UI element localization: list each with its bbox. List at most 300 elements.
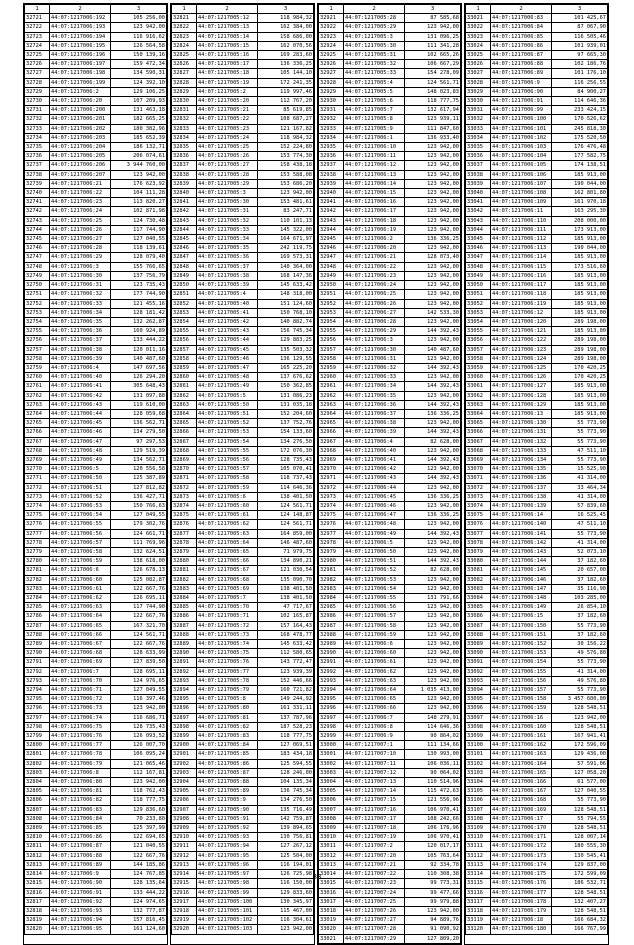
cadastral-value: 120 017,17 xyxy=(405,842,461,851)
row-number: 33102 xyxy=(466,759,491,768)
cadastral-number: 44:07:1217006:201 xyxy=(50,115,111,124)
cadastral-number: 44:07:1217006:152 xyxy=(491,640,552,649)
cadastral-number: 44:07:1217006:75 xyxy=(50,722,111,731)
cadastral-number: 44:07:1217006:63 xyxy=(50,603,111,612)
cadastral-number: 44:07:1217007:20 xyxy=(344,851,405,860)
cadastral-number: 44:07:1217006:149 xyxy=(491,603,552,612)
row-number: 33022 xyxy=(466,23,491,32)
cadastral-number: 44:07:1217006:50 xyxy=(50,474,111,483)
cadastral-value: 145 633,42 xyxy=(258,281,314,290)
cadastral-number: 44:07:1217005:94 xyxy=(197,842,258,851)
row-number: 32864 xyxy=(172,409,197,418)
row-number: 32790 xyxy=(25,649,50,658)
cadastral-value: 185 913,00 xyxy=(552,170,608,179)
cadastral-value: 128 548,51 xyxy=(552,704,608,713)
row-number: 33031 xyxy=(466,106,491,115)
cadastral-number: 44:07:1217006:82 xyxy=(50,796,111,805)
row-number: 32889 xyxy=(172,640,197,649)
cadastral-value: 134 562,71 xyxy=(111,455,167,464)
row-number: 32999 xyxy=(319,732,344,741)
row-number: 33115 xyxy=(466,879,491,888)
cadastral-value: 84 900,27 xyxy=(552,87,608,96)
cadastral-number: 44:07:1217005:4 xyxy=(197,290,258,299)
table-row xyxy=(172,492,314,501)
table-row xyxy=(466,529,608,538)
cadastral-value: 97 665,30 xyxy=(552,51,608,60)
cadastral-number: 44:07:1217006:40 xyxy=(50,373,111,382)
table-row xyxy=(172,649,314,658)
cadastral-number: 44:07:1217006:52 xyxy=(50,492,111,501)
cadastral-number: 44:07:1217006:170 xyxy=(491,824,552,833)
table-row xyxy=(172,722,314,731)
row-number: 32902 xyxy=(172,759,197,768)
row-number: 32758 xyxy=(25,354,50,363)
cadastral-number: 44:07:1217005:103 xyxy=(197,925,258,934)
table-row xyxy=(466,649,608,658)
cadastral-value: 121 030,54 xyxy=(258,566,314,575)
table-row xyxy=(25,511,167,520)
cadastral-number: 44:07:1217006:60 xyxy=(50,575,111,584)
cadastral-value: 102 665,26 xyxy=(405,51,461,60)
cadastral-number: 44:07:1217006:166 xyxy=(491,778,552,787)
cadastral-value: 190 044,00 xyxy=(552,244,608,253)
cadastral-number: 44:07:1217006:36 xyxy=(50,327,111,336)
cadastral-number: 44:07:1217006:5 xyxy=(50,465,111,474)
row-number: 32946 xyxy=(319,244,344,253)
table-row xyxy=(172,768,314,777)
table-row xyxy=(172,897,314,906)
row-number: 32931 xyxy=(319,106,344,115)
table-row xyxy=(25,317,167,326)
cadastral-number: 44:07:1217006:132 xyxy=(491,437,552,446)
cadastral-value: 123 942,00 xyxy=(405,391,461,400)
cadastral-number: 44:07:1217006:198 xyxy=(50,69,111,78)
row-number: 33092 xyxy=(466,667,491,676)
cadastral-value: 106 176,96 xyxy=(405,824,461,833)
table-row xyxy=(319,529,461,538)
row-number: 32723 xyxy=(25,32,50,41)
cadastral-value: 168 478,77 xyxy=(258,630,314,639)
row-number: 33097 xyxy=(466,713,491,722)
table-row xyxy=(466,732,608,741)
cadastral-value: 128 548,51 xyxy=(552,722,608,731)
cadastral-value: 242 119,75 xyxy=(258,244,314,253)
row-number: 33089 xyxy=(466,640,491,649)
cadastral-number: 44:07:1217006:35 xyxy=(50,317,111,326)
row-number: 33043 xyxy=(466,216,491,225)
row-number: 32969 xyxy=(319,455,344,464)
table-row xyxy=(25,547,167,556)
row-number: 32796 xyxy=(25,704,50,713)
cadastral-value: 37 182,60 xyxy=(552,557,608,566)
table-row xyxy=(25,262,167,271)
row-number: 32989 xyxy=(319,640,344,649)
row-number: 33072 xyxy=(466,483,491,492)
row-number: 32905 xyxy=(172,787,197,796)
row-number: 32744 xyxy=(25,225,50,234)
cadastral-number: 44:07:1217006:14 xyxy=(491,511,552,520)
table-row xyxy=(172,419,314,428)
cadastral-number: 44:07:1217006:9 xyxy=(344,732,405,741)
column-header: 3 xyxy=(552,5,608,14)
table-row xyxy=(25,428,167,437)
cadastral-number: 44:07:1217006:157 xyxy=(491,686,552,695)
table-row xyxy=(25,722,167,731)
row-number: 33046 xyxy=(466,244,491,253)
table-row xyxy=(172,888,314,897)
table-row xyxy=(172,382,314,391)
cadastral-number: 44:07:1217006:11 xyxy=(491,207,552,216)
table-row xyxy=(172,916,314,925)
cadastral-number: 44:07:1217006:8 xyxy=(50,768,111,777)
cadastral-value: 150 766,63 xyxy=(111,501,167,510)
table-row xyxy=(172,547,314,556)
row-number: 32930 xyxy=(319,97,344,106)
table-row xyxy=(25,474,167,483)
row-number: 33027 xyxy=(466,69,491,78)
cadastral-number: 44:07:1217006:168 xyxy=(491,796,552,805)
cadastral-number: 44:07:1217006:51 xyxy=(344,557,405,566)
row-number: 32861 xyxy=(172,382,197,391)
row-number: 32773 xyxy=(25,492,50,501)
row-number: 32865 xyxy=(172,419,197,428)
cadastral-number: 44:07:1217006:44 xyxy=(344,483,405,492)
cadastral-value: 123 942,00 xyxy=(405,354,461,363)
table-row xyxy=(25,244,167,253)
row-number: 33059 xyxy=(466,363,491,372)
row-number: 32851 xyxy=(172,290,197,299)
column-header: 2 xyxy=(491,5,552,14)
cadastral-number: 44:07:1217006:114 xyxy=(491,253,552,262)
cadastral-number: 44:07:1217005:86 xyxy=(197,759,258,768)
cadastral-number: 44:07:1217006:77 xyxy=(50,741,111,750)
cadastral-value: 127 839,50 xyxy=(111,658,167,667)
table-row xyxy=(172,32,314,41)
table-row xyxy=(466,14,608,23)
cadastral-number: 44:07:1217005:9 xyxy=(197,796,258,805)
table-row xyxy=(466,612,608,621)
table-row xyxy=(466,713,608,722)
row-number: 32929 xyxy=(319,87,344,96)
cadastral-value: 186 132,71 xyxy=(111,143,167,152)
row-number: 32960 xyxy=(319,373,344,382)
row-number: 32942 xyxy=(319,207,344,216)
table-row xyxy=(319,860,461,869)
cadastral-number: 44:07:1217006:94 xyxy=(50,916,111,925)
table-row xyxy=(25,106,167,115)
cadastral-value: 123 942,00 xyxy=(405,244,461,253)
row-number: 32978 xyxy=(319,538,344,547)
cadastral-number: 44:07:1217006:153 xyxy=(491,649,552,658)
cadastral-value: 101 176,10 xyxy=(552,69,608,78)
table-row xyxy=(25,87,167,96)
table-row xyxy=(466,51,608,60)
table-row xyxy=(172,713,314,722)
row-number: 32766 xyxy=(25,428,50,437)
cadastral-value: 123 942,00 xyxy=(405,152,461,161)
row-number: 32975 xyxy=(319,511,344,520)
table-row xyxy=(25,584,167,593)
row-number: 32997 xyxy=(319,713,344,722)
cadastral-value: 123 942,00 xyxy=(258,189,314,198)
cadastral-number: 44:07:1217006:18 xyxy=(344,216,405,225)
table-row xyxy=(25,612,167,621)
row-number: 32934 xyxy=(319,133,344,142)
column-header: 1 xyxy=(319,5,344,14)
row-number: 33104 xyxy=(466,778,491,787)
cadastral-value: 187 528,23 xyxy=(258,722,314,731)
table-row xyxy=(319,14,461,23)
row-number: 32747 xyxy=(25,253,50,262)
cadastral-value: 123 942,00 xyxy=(405,225,461,234)
row-number: 32956 xyxy=(319,336,344,345)
table-row xyxy=(25,529,167,538)
row-number: 32772 xyxy=(25,483,50,492)
cadastral-value: 124 561,71 xyxy=(405,78,461,87)
cadastral-number: 44:07:1217005:62 xyxy=(197,520,258,529)
row-number: 33002 xyxy=(319,759,344,768)
cadastral-number: 44:07:1217006:116 xyxy=(491,271,552,280)
row-number: 33034 xyxy=(466,133,491,142)
cadastral-number: 44:07:1217005:20 xyxy=(197,97,258,106)
table-row xyxy=(319,262,461,271)
table-row xyxy=(172,354,314,363)
table-row xyxy=(25,649,167,658)
cadastral-value: 123 942,00 xyxy=(405,216,461,225)
row-number: 32887 xyxy=(172,621,197,630)
table-row xyxy=(319,446,461,455)
cadastral-value: 128 007,14 xyxy=(552,833,608,842)
cadastral-number: 44:07:1217005:93 xyxy=(197,833,258,842)
cadastral-value: 123 942,00 xyxy=(405,547,461,556)
cadastral-number: 44:07:1217006:204 xyxy=(50,143,111,152)
cadastral-value: 55 773,90 xyxy=(552,658,608,667)
cadastral-number: 44:07:1217005:33 xyxy=(197,225,258,234)
row-number: 32847 xyxy=(172,253,197,262)
cadastral-value: 177 582,75 xyxy=(552,152,608,161)
cadastral-value: 144 392,43 xyxy=(405,557,461,566)
table-row xyxy=(25,198,167,207)
cadastral-number: 44:07:1217006:43 xyxy=(50,400,111,409)
table-row xyxy=(319,345,461,354)
cadastral-number: 44:07:1217006:151 xyxy=(491,630,552,639)
cadastral-number: 44:07:1217005:21 xyxy=(197,106,258,115)
cadastral-number: 44:07:1217006:54 xyxy=(344,584,405,593)
row-number: 33055 xyxy=(466,327,491,336)
cadastral-value: 123 942,00 xyxy=(405,179,461,188)
cadastral-number: 44:07:1217006:59 xyxy=(50,557,111,566)
cadastral-value: 136 933,40 xyxy=(405,133,461,142)
row-number: 32800 xyxy=(25,741,50,750)
cadastral-number: 44:07:1217005:14 xyxy=(197,32,258,41)
cadastral-value: 128 548,51 xyxy=(552,888,608,897)
cadastral-number: 44:07:1217006:2 xyxy=(344,235,405,244)
cadastral-value: 128 548,51 xyxy=(552,805,608,814)
table-row xyxy=(172,281,314,290)
row-number: 32823 xyxy=(172,32,197,41)
cadastral-number: 44:07:1217006:86 xyxy=(491,41,552,50)
cadastral-value: 94 889,76 xyxy=(405,916,461,925)
cadastral-number: 44:07:1217006:164 xyxy=(491,759,552,768)
table-row xyxy=(172,686,314,695)
cadastral-number: 44:07:1217005:90 xyxy=(197,805,258,814)
cadastral-number: 44:07:1217006:87 xyxy=(491,51,552,60)
table-row xyxy=(466,860,608,869)
table-row xyxy=(25,787,167,796)
row-number: 32735 xyxy=(25,143,50,152)
row-number: 33009 xyxy=(319,824,344,833)
row-number: 32765 xyxy=(25,419,50,428)
cadastral-number: 44:07:1217006:120 xyxy=(491,317,552,326)
cadastral-number: 44:07:1217006:27 xyxy=(50,235,111,244)
cadastral-value: 114 646,36 xyxy=(258,483,314,492)
table-row xyxy=(466,179,608,188)
row-number: 33037 xyxy=(466,161,491,170)
row-number: 33111 xyxy=(466,842,491,851)
cadastral-value: 166 684,32 xyxy=(552,916,608,925)
cadastral-value: 233 424,15 xyxy=(552,106,608,115)
cadastral-value: 116 397,46 xyxy=(111,695,167,704)
row-number: 32923 xyxy=(319,32,344,41)
cadastral-value: 136 129,55 xyxy=(258,354,314,363)
row-number: 32979 xyxy=(319,547,344,556)
row-number: 33095 xyxy=(466,695,491,704)
cadastral-number: 44:07:1217006:65 xyxy=(50,621,111,630)
column-header: 2 xyxy=(344,5,405,14)
cadastral-value: 182 665,25 xyxy=(111,115,167,124)
row-number: 32818 xyxy=(25,906,50,915)
cadastral-number: 44:07:1217005:69 xyxy=(197,584,258,593)
cadastral-value: 116 686,71 xyxy=(111,713,167,722)
row-number: 33108 xyxy=(466,814,491,823)
cadastral-value: 92 334,78 xyxy=(405,860,461,869)
cadastral-value: 144 392,43 xyxy=(405,529,461,538)
cadastral-number: 44:07:1217006:196 xyxy=(50,51,111,60)
cadastral-value: 90 864,02 xyxy=(405,732,461,741)
cadastral-number: 44:07:1217005:46 xyxy=(197,354,258,363)
row-number: 32838 xyxy=(172,170,197,179)
cadastral-value: 55 773,90 xyxy=(552,686,608,695)
row-number: 32968 xyxy=(319,446,344,455)
row-number: 32845 xyxy=(172,235,197,244)
table-row xyxy=(172,235,314,244)
row-number: 33105 xyxy=(466,787,491,796)
table-row xyxy=(466,373,608,382)
cadastral-number: 44:07:1217006:32 xyxy=(344,363,405,372)
cadastral-number: 44:07:1217006:28 xyxy=(344,317,405,326)
row-number: 32746 xyxy=(25,244,50,253)
row-number: 33024 xyxy=(466,41,491,50)
row-number: 32753 xyxy=(25,308,50,317)
row-number: 32726 xyxy=(25,60,50,69)
cadastral-value: 148 279,91 xyxy=(405,713,461,722)
row-number: 32992 xyxy=(319,667,344,676)
row-number: 32937 xyxy=(319,161,344,170)
table-row xyxy=(319,400,461,409)
row-number: 32991 xyxy=(319,658,344,667)
row-number: 32775 xyxy=(25,511,50,520)
row-number: 33085 xyxy=(466,603,491,612)
row-number: 33099 xyxy=(466,732,491,741)
row-number: 32998 xyxy=(319,722,344,731)
table-row xyxy=(172,630,314,639)
table-row xyxy=(319,299,461,308)
cadastral-number: 44:07:1217005:37 xyxy=(197,262,258,271)
cadastral-value: 1 035 413,00 xyxy=(405,686,461,695)
row-number: 33021 xyxy=(319,934,344,943)
row-number: 32837 xyxy=(172,161,197,170)
cadastral-number: 44:07:1217006:173 xyxy=(491,851,552,860)
cadastral-number: 44:07:1217006:69 xyxy=(50,658,111,667)
cadastral-number: 44:07:1217005:76 xyxy=(197,658,258,667)
cadastral-value: 175 520,50 xyxy=(552,133,608,142)
cadastral-value: 122 667,76 xyxy=(111,851,167,860)
table-row xyxy=(319,787,461,796)
table-row xyxy=(172,925,314,934)
row-number: 32827 xyxy=(172,69,197,78)
cadastral-number: 44:07:1217005:49 xyxy=(197,382,258,391)
table-row xyxy=(319,409,461,418)
table-row xyxy=(466,465,608,474)
row-number: 33119 xyxy=(466,916,491,925)
cadastral-value: 121 065,46 xyxy=(111,759,167,768)
table-row xyxy=(25,483,167,492)
cadastral-value: 105 144,10 xyxy=(258,69,314,78)
cadastral-number: 44:07:1217006:59 xyxy=(344,630,405,639)
cadastral-value: 55 773,90 xyxy=(552,437,608,446)
row-number: 32844 xyxy=(172,225,197,234)
cadastral-number: 44:07:1217007:21 xyxy=(344,860,405,869)
row-number: 32811 xyxy=(25,842,50,851)
cadastral-value: 123 942,00 xyxy=(405,603,461,612)
table-row xyxy=(172,23,314,32)
cadastral-value: 129 883,25 xyxy=(258,336,314,345)
cadastral-value: 129 836,60 xyxy=(111,805,167,814)
row-number: 32858 xyxy=(172,354,197,363)
table-row xyxy=(319,667,461,676)
cadastral-value: 154 133,60 xyxy=(258,428,314,437)
table-row xyxy=(319,78,461,87)
cadastral-value: 115 467,00 xyxy=(258,906,314,915)
cadastral-value: 164 859,00 xyxy=(258,529,314,538)
table-row xyxy=(466,115,608,124)
cadastral-value: 123 942,00 xyxy=(405,621,461,630)
cadastral-value: 289 198,00 xyxy=(552,354,608,363)
row-number: 33106 xyxy=(466,796,491,805)
table-row xyxy=(466,750,608,759)
table-row xyxy=(172,455,314,464)
table-row xyxy=(172,124,314,133)
row-number: 33071 xyxy=(466,474,491,483)
table-row xyxy=(25,179,167,188)
cadastral-value: 144 392,43 xyxy=(405,382,461,391)
table-row xyxy=(25,400,167,409)
row-number: 32878 xyxy=(172,538,197,547)
cadastral-value: 124 392,10 xyxy=(111,78,167,87)
table-row xyxy=(172,557,314,566)
table-row xyxy=(319,437,461,446)
row-number: 33091 xyxy=(466,658,491,667)
row-number: 32926 xyxy=(319,60,344,69)
cadastral-value: 101 939,01 xyxy=(552,41,608,50)
row-number: 32903 xyxy=(172,768,197,777)
cadastral-number: 44:07:1217005:5 xyxy=(197,391,258,400)
row-number: 32809 xyxy=(25,824,50,833)
table-row xyxy=(172,106,314,115)
cadastral-number: 44:07:1217006:143 xyxy=(491,547,552,556)
table-row xyxy=(172,501,314,510)
row-number: 33068 xyxy=(466,446,491,455)
